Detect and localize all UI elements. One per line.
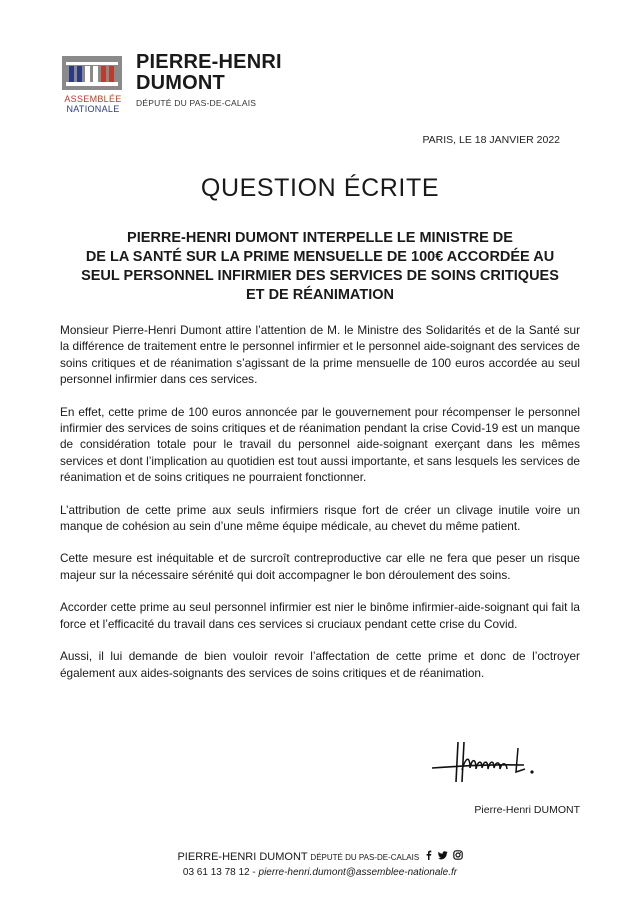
deputy-name-line2: DUMONT [136, 72, 225, 94]
document-subject [60, 229, 580, 305]
footer-name: PIERRE-HENRI DUMONT [177, 851, 308, 864]
body-paragraph: Accorder cette prime au seul personnel infirmier est nier le binôme infirmier-aide-soignant qui fait la force et l’efficacité du travail dans ces services si cruciaux pendant cette crise du Covid. [60, 600, 580, 631]
footer-phone: 03 61 13 78 12 [182, 867, 250, 879]
deputy-name [136, 52, 282, 94]
handwritten-signature [428, 738, 558, 788]
assemblee-nationale-logo [60, 52, 126, 114]
subject-line: ET DE RÉANIMATION [246, 287, 394, 303]
body-paragraph: Cette mesure est inéquitable et de surcroît contreproductive car elle ne fera que peser un risque majeur sur la nécessaire sérénité qui doit accompagner le bon déroulement des soins. [60, 551, 580, 582]
logo-text-line2: NATIONALE [66, 104, 120, 114]
facebook-icon[interactable] [424, 850, 433, 865]
hemicycle-emblem [60, 52, 124, 92]
subject-line: SEUL PERSONNEL INFIRMIER DES SERVICES DE SOINS CRITIQUES [81, 268, 559, 284]
logo-text-line1: ASSEMBLÉE [64, 94, 122, 104]
subject-line: DE LA SANTÉ SUR LA PRIME MENSUELLE DE 100€ ACCORDÉE AU [85, 249, 555, 265]
body-paragraph: Aussi, il lui demande de bien vouloir revoir l’affectation de cette prime et donc de l’octroyer également aux aides-soignants des services de soins critiques et de réanimation. [60, 649, 580, 680]
footer-separator: - [249, 867, 259, 879]
document-title: QUESTION ÉCRITE [200, 174, 440, 202]
body-paragraph: En effet, cette prime de 100 euros annoncée par le gouvernement pour récompenser le personnel infirmier des services de soins critiques et de réanimation pendant la crise Covid-19 est un manque de considération totale pour le travail du personnel aide-soignant exerçant dans les mêmes services et dont l’implication au quotidien est tout aussi importante, et sans lesquels les services de réanimation et de soins critiques ne pourraient fonctionner. [60, 404, 580, 485]
deputy-name-line1: PIERRE-HENRI [136, 51, 282, 73]
subject-line: PIERRE-HENRI DUMONT INTERPELLE LE MINISTRE DE [127, 230, 513, 246]
footer-role: DÉPUTÉ DU PAS-DE-CALAIS [310, 853, 420, 863]
twitter-icon[interactable] [438, 850, 448, 865]
document-date: PARIS, LE 18 JANVIER 2022 [422, 134, 560, 146]
footer-email-link[interactable]: pierre-henri.dumont@assemblee-nationale.fr [258, 867, 458, 879]
page-footer [0, 850, 640, 880]
body-paragraph: L’attribution de cette prime aux seuls infirmiers risque fort de créer un clivage inutile voire un manque de cohésion au sein d’une même équipe médicale, au chevet du même patient. [60, 502, 580, 534]
signature-name: Pierre-Henri DUMONT [474, 804, 580, 816]
document-body [60, 322, 580, 697]
body-paragraph: Monsieur Pierre-Henri Dumont attire l’attention de M. le Ministre des Solidarités et de la Santé sur la différence de traitement entre le personnel infirmier et le personnel aide-soignant des services de soins critiques et de réanimation s’agissant de la prime mensuelle de 100 euros accordée au seul personnel infirmier dans ces services. [60, 323, 580, 387]
deputy-role: DÉPUTÉ DU PAS-DE-CALAIS [136, 98, 257, 108]
instagram-icon[interactable] [453, 850, 463, 865]
